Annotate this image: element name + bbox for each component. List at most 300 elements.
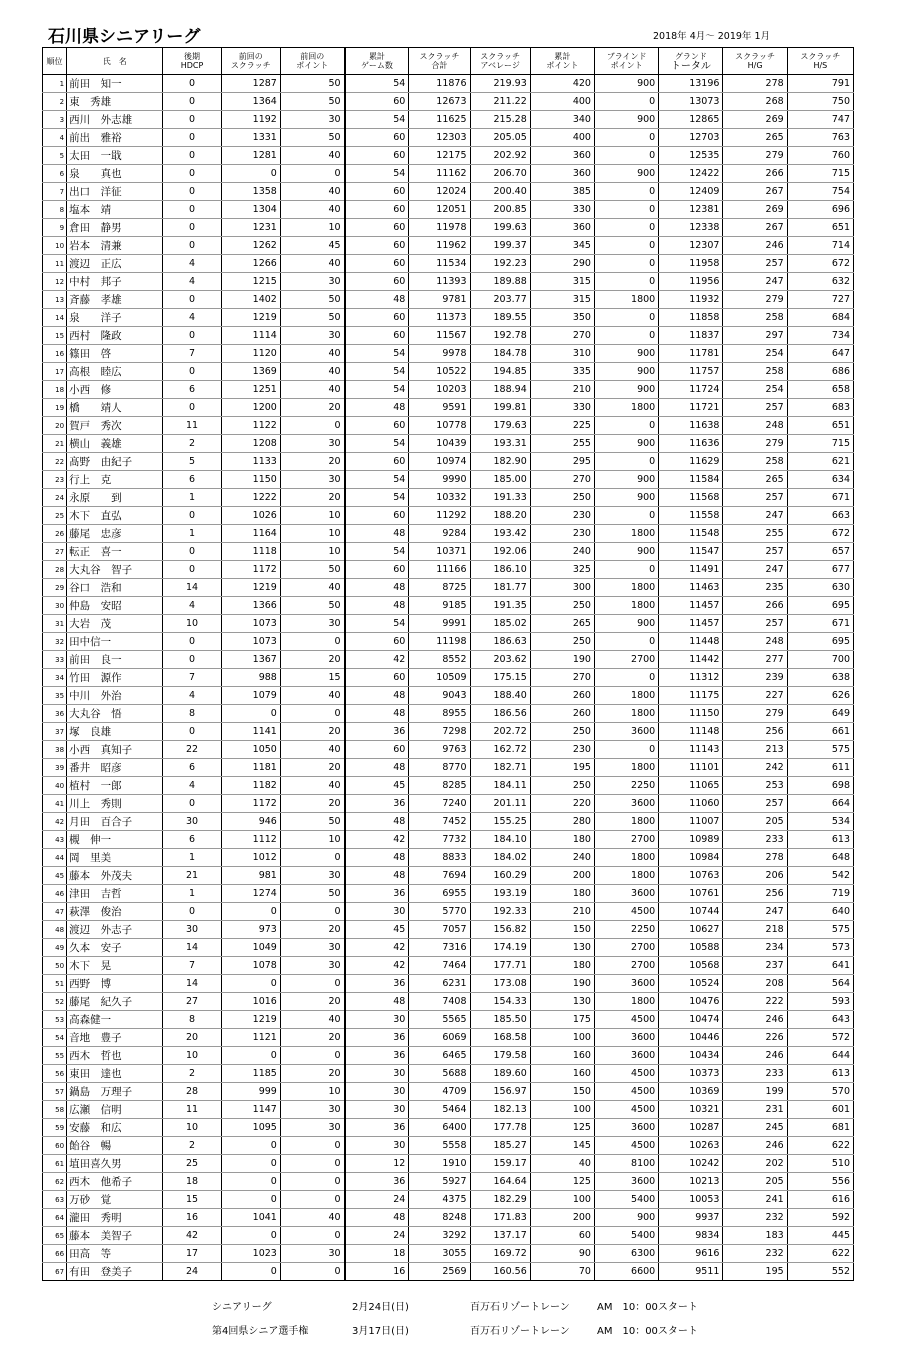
grand-total-cell: 11724	[659, 381, 723, 399]
hdcp-cell: 2	[163, 1137, 221, 1155]
scratch-total-cell: 11978	[409, 219, 470, 237]
high-game-cell: 237	[723, 957, 787, 975]
rank-cell: 45	[43, 867, 67, 885]
hdcp-cell: 4	[163, 255, 221, 273]
prev-scratch-cell: 1023	[221, 1245, 280, 1263]
blind-points-cell: 1800	[594, 579, 658, 597]
games-cell: 36	[345, 1173, 409, 1191]
hdcp-cell: 4	[163, 309, 221, 327]
games-cell: 60	[345, 741, 409, 759]
blind-points-cell: 0	[594, 129, 658, 147]
name-cell: 藤尾 忠彦	[67, 525, 163, 543]
total-points-cell: 150	[530, 1083, 594, 1101]
high-game-cell: 268	[723, 93, 787, 111]
grand-total-cell: 11150	[659, 705, 723, 723]
rank-cell: 64	[43, 1209, 67, 1227]
games-cell: 60	[345, 561, 409, 579]
table-row	[43, 147, 854, 165]
prev-points-cell: 0	[280, 903, 344, 921]
scratch-total-cell: 8770	[409, 759, 470, 777]
total-points-cell: 240	[530, 543, 594, 561]
hdcp-cell: 17	[163, 1245, 221, 1263]
name-cell: 植村 一郎	[67, 777, 163, 795]
total-points-cell: 210	[530, 903, 594, 921]
total-points-cell: 360	[530, 165, 594, 183]
high-game-cell: 257	[723, 489, 787, 507]
scratch-total-cell: 7316	[409, 939, 470, 957]
blind-points-cell: 3600	[594, 1029, 658, 1047]
rank-cell: 11	[43, 255, 67, 273]
hdcp-cell: 2	[163, 1065, 221, 1083]
high-game-cell: 206	[723, 867, 787, 885]
prev-scratch-cell: 1122	[221, 417, 280, 435]
table-row	[43, 939, 854, 957]
high-game-cell: 257	[723, 795, 787, 813]
total-points-cell: 265	[530, 615, 594, 633]
blind-points-cell: 0	[594, 201, 658, 219]
games-cell: 48	[345, 597, 409, 615]
high-game-cell: 279	[723, 705, 787, 723]
scratch-average-cell: 194.85	[470, 363, 530, 381]
high-series-cell: 734	[787, 327, 853, 345]
table-row	[43, 795, 854, 813]
rank-cell: 1	[43, 75, 67, 93]
rank-cell: 3	[43, 111, 67, 129]
blind-points-cell: 0	[594, 669, 658, 687]
grand-total-cell: 10744	[659, 903, 723, 921]
blind-points-cell: 900	[594, 615, 658, 633]
col-scratch-total: スクラッチ 合計	[409, 48, 470, 75]
prev-scratch-cell: 1050	[221, 741, 280, 759]
name-cell: 藤本 美智子	[67, 1227, 163, 1245]
grand-total-cell: 9616	[659, 1245, 723, 1263]
scratch-average-cell: 205.05	[470, 129, 530, 147]
prev-points-cell: 30	[280, 327, 344, 345]
grand-total-cell: 9511	[659, 1263, 723, 1281]
hdcp-cell: 22	[163, 741, 221, 759]
prev-scratch-cell: 1358	[221, 183, 280, 201]
total-points-cell: 180	[530, 831, 594, 849]
high-game-cell: 247	[723, 903, 787, 921]
prev-points-cell: 40	[280, 579, 344, 597]
grand-total-cell: 12338	[659, 219, 723, 237]
blind-points-cell: 1800	[594, 687, 658, 705]
scratch-total-cell: 9591	[409, 399, 470, 417]
grand-total-cell: 10373	[659, 1065, 723, 1083]
grand-total-cell: 11148	[659, 723, 723, 741]
grand-total-cell: 11721	[659, 399, 723, 417]
total-points-cell: 190	[530, 651, 594, 669]
rank-cell: 24	[43, 489, 67, 507]
prev-points-cell: 0	[280, 417, 344, 435]
name-cell: 大丸谷 悟	[67, 705, 163, 723]
high-series-cell: 445	[787, 1227, 853, 1245]
name-cell: 久本 安子	[67, 939, 163, 957]
blind-points-cell: 6300	[594, 1245, 658, 1263]
high-series-cell: 638	[787, 669, 853, 687]
total-points-cell: 230	[530, 525, 594, 543]
high-game-cell: 265	[723, 471, 787, 489]
prev-points-cell: 50	[280, 813, 344, 831]
prev-scratch-cell: 0	[221, 1137, 280, 1155]
prev-scratch-cell: 0	[221, 1191, 280, 1209]
games-cell: 48	[345, 705, 409, 723]
rank-cell: 16	[43, 345, 67, 363]
grand-total-cell: 11781	[659, 345, 723, 363]
scratch-total-cell: 11373	[409, 309, 470, 327]
scratch-total-cell: 11166	[409, 561, 470, 579]
blind-points-cell: 1800	[594, 399, 658, 417]
prev-points-cell: 10	[280, 831, 344, 849]
rank-cell: 52	[43, 993, 67, 1011]
high-game-cell: 234	[723, 939, 787, 957]
total-points-cell: 40	[530, 1155, 594, 1173]
rank-cell: 46	[43, 885, 67, 903]
total-points-cell: 200	[530, 867, 594, 885]
scratch-total-cell: 6465	[409, 1047, 470, 1065]
scratch-total-cell: 9763	[409, 741, 470, 759]
high-game-cell: 242	[723, 759, 787, 777]
blind-points-cell: 900	[594, 345, 658, 363]
table-row	[43, 255, 854, 273]
prev-points-cell: 20	[280, 453, 344, 471]
prev-scratch-cell: 1369	[221, 363, 280, 381]
total-points-cell: 385	[530, 183, 594, 201]
total-points-cell: 360	[530, 147, 594, 165]
scratch-total-cell: 5464	[409, 1101, 470, 1119]
prev-scratch-cell: 1262	[221, 237, 280, 255]
prev-scratch-cell: 0	[221, 1173, 280, 1191]
col-prev-scratch: 前回の スクラッチ	[221, 48, 280, 75]
total-points-cell: 220	[530, 795, 594, 813]
scratch-average-cell: 199.37	[470, 237, 530, 255]
grand-total-cell: 11636	[659, 435, 723, 453]
total-points-cell: 195	[530, 759, 594, 777]
rank-cell: 33	[43, 651, 67, 669]
hdcp-cell: 16	[163, 1209, 221, 1227]
high-series-cell: 663	[787, 507, 853, 525]
hdcp-cell: 25	[163, 1155, 221, 1173]
prev-scratch-cell: 1200	[221, 399, 280, 417]
hdcp-cell: 0	[163, 507, 221, 525]
high-series-cell: 695	[787, 633, 853, 651]
blind-points-cell: 2700	[594, 939, 658, 957]
period-label: 2018年 4月～ 2019年 1月	[653, 31, 771, 42]
name-cell: 高森健一	[67, 1011, 163, 1029]
high-series-cell: 664	[787, 795, 853, 813]
scratch-average-cell: 206.70	[470, 165, 530, 183]
table-row	[43, 1209, 854, 1227]
games-cell: 12	[345, 1155, 409, 1173]
grand-total-cell: 11548	[659, 525, 723, 543]
high-game-cell: 257	[723, 255, 787, 273]
grand-total-cell: 10476	[659, 993, 723, 1011]
high-series-cell: 715	[787, 435, 853, 453]
scratch-total-cell: 11534	[409, 255, 470, 273]
high-series-cell: 661	[787, 723, 853, 741]
prev-scratch-cell: 1185	[221, 1065, 280, 1083]
prev-scratch-cell: 1331	[221, 129, 280, 147]
prev-points-cell: 20	[280, 1029, 344, 1047]
prev-points-cell: 50	[280, 885, 344, 903]
high-game-cell: 255	[723, 525, 787, 543]
games-cell: 54	[345, 111, 409, 129]
high-game-cell: 266	[723, 597, 787, 615]
table-row	[43, 615, 854, 633]
high-series-cell: 630	[787, 579, 853, 597]
grand-total-cell: 11312	[659, 669, 723, 687]
grand-total-cell: 11584	[659, 471, 723, 489]
rank-cell: 58	[43, 1101, 67, 1119]
prev-scratch-cell: 1281	[221, 147, 280, 165]
high-game-cell: 232	[723, 1245, 787, 1263]
hdcp-cell: 1	[163, 525, 221, 543]
scratch-total-cell: 11393	[409, 273, 470, 291]
total-points-cell: 260	[530, 687, 594, 705]
total-points-cell: 160	[530, 1065, 594, 1083]
high-series-cell: 613	[787, 1065, 853, 1083]
high-series-cell: 575	[787, 741, 853, 759]
high-series-cell: 564	[787, 975, 853, 993]
high-series-cell: 570	[787, 1083, 853, 1101]
table-row	[43, 1047, 854, 1065]
col-prev-points: 前回の ポイント	[280, 48, 344, 75]
prev-scratch-cell: 1041	[221, 1209, 280, 1227]
prev-points-cell: 40	[280, 741, 344, 759]
name-cell: 岡 里美	[67, 849, 163, 867]
scratch-total-cell: 11292	[409, 507, 470, 525]
hdcp-cell: 6	[163, 831, 221, 849]
scratch-average-cell: 200.85	[470, 201, 530, 219]
blind-points-cell: 2250	[594, 921, 658, 939]
scratch-total-cell: 11962	[409, 237, 470, 255]
rank-cell: 54	[43, 1029, 67, 1047]
scratch-total-cell: 8248	[409, 1209, 470, 1227]
high-game-cell: 205	[723, 1173, 787, 1191]
scratch-average-cell: 199.63	[470, 219, 530, 237]
scratch-total-cell: 12673	[409, 93, 470, 111]
hdcp-cell: 0	[163, 561, 221, 579]
table-row	[43, 525, 854, 543]
games-cell: 36	[345, 975, 409, 993]
hdcp-cell: 0	[163, 93, 221, 111]
rank-cell: 6	[43, 165, 67, 183]
prev-points-cell: 40	[280, 687, 344, 705]
table-row	[43, 885, 854, 903]
high-series-cell: 640	[787, 903, 853, 921]
high-game-cell: 246	[723, 1047, 787, 1065]
high-game-cell: 222	[723, 993, 787, 1011]
table-row	[43, 507, 854, 525]
table-row	[43, 309, 854, 327]
high-game-cell: 248	[723, 633, 787, 651]
schedule-event: シニアリーグ	[212, 1302, 272, 1313]
table-row	[43, 453, 854, 471]
total-points-cell: 260	[530, 705, 594, 723]
hdcp-cell: 0	[163, 75, 221, 93]
hdcp-cell: 15	[163, 1191, 221, 1209]
hdcp-cell: 1	[163, 489, 221, 507]
grand-total-cell: 10446	[659, 1029, 723, 1047]
schedule-event: 第4回県シニア選手権	[212, 1326, 309, 1337]
name-cell: 萩澤 俊治	[67, 903, 163, 921]
scratch-average-cell: 156.97	[470, 1083, 530, 1101]
total-points-cell: 325	[530, 561, 594, 579]
table-row	[43, 597, 854, 615]
schedule-time: AM 10：00スタート	[597, 1302, 698, 1313]
scratch-average-cell: 184.11	[470, 777, 530, 795]
total-points-cell: 255	[530, 435, 594, 453]
prev-points-cell: 50	[280, 93, 344, 111]
grand-total-cell: 13073	[659, 93, 723, 111]
blind-points-cell: 0	[594, 147, 658, 165]
scratch-average-cell: 192.78	[470, 327, 530, 345]
high-series-cell: 613	[787, 831, 853, 849]
col-high-series: スクラッチ H/S	[787, 48, 853, 75]
name-cell: 渡辺 正広	[67, 255, 163, 273]
grand-total-cell: 11175	[659, 687, 723, 705]
blind-points-cell: 3600	[594, 975, 658, 993]
scratch-total-cell: 10203	[409, 381, 470, 399]
scratch-total-cell: 10509	[409, 669, 470, 687]
high-series-cell: 622	[787, 1245, 853, 1263]
high-series-cell: 632	[787, 273, 853, 291]
rank-cell: 48	[43, 921, 67, 939]
blind-points-cell: 1800	[594, 849, 658, 867]
hdcp-cell: 21	[163, 867, 221, 885]
blind-points-cell: 1800	[594, 597, 658, 615]
prev-points-cell: 50	[280, 597, 344, 615]
games-cell: 36	[345, 1029, 409, 1047]
high-game-cell: 246	[723, 1137, 787, 1155]
prev-points-cell: 50	[280, 129, 344, 147]
name-cell: 仲島 安昭	[67, 597, 163, 615]
name-cell: 安藤 和広	[67, 1119, 163, 1137]
total-points-cell: 90	[530, 1245, 594, 1263]
prev-points-cell: 20	[280, 759, 344, 777]
blind-points-cell: 900	[594, 363, 658, 381]
high-series-cell: 658	[787, 381, 853, 399]
hdcp-cell: 0	[163, 795, 221, 813]
games-cell: 30	[345, 1011, 409, 1029]
high-game-cell: 278	[723, 75, 787, 93]
table-row	[43, 687, 854, 705]
scratch-average-cell: 184.10	[470, 831, 530, 849]
high-game-cell: 269	[723, 201, 787, 219]
grand-total-cell: 11101	[659, 759, 723, 777]
games-cell: 60	[345, 255, 409, 273]
name-cell: 音地 豊子	[67, 1029, 163, 1047]
rank-cell: 59	[43, 1119, 67, 1137]
grand-total-cell: 11442	[659, 651, 723, 669]
total-points-cell: 315	[530, 291, 594, 309]
prev-points-cell: 50	[280, 561, 344, 579]
col-hdcp: 後期 HDCP	[163, 48, 221, 75]
prev-scratch-cell: 988	[221, 669, 280, 687]
table-row	[43, 1029, 854, 1047]
col-blind-points: ブラインド ポイント	[594, 48, 658, 75]
prev-scratch-cell: 0	[221, 1047, 280, 1065]
rank-cell: 28	[43, 561, 67, 579]
table-row	[43, 183, 854, 201]
rank-cell: 10	[43, 237, 67, 255]
hdcp-cell: 7	[163, 345, 221, 363]
scratch-average-cell: 160.29	[470, 867, 530, 885]
name-cell: 塚 良雄	[67, 723, 163, 741]
hdcp-cell: 30	[163, 813, 221, 831]
hdcp-cell: 5	[163, 453, 221, 471]
total-points-cell: 330	[530, 399, 594, 417]
prev-scratch-cell: 1219	[221, 579, 280, 597]
prev-points-cell: 20	[280, 723, 344, 741]
total-points-cell: 125	[530, 1173, 594, 1191]
blind-points-cell: 0	[594, 327, 658, 345]
grand-total-cell: 11568	[659, 489, 723, 507]
name-cell: 渡辺 外志子	[67, 921, 163, 939]
name-cell: 篠田 啓	[67, 345, 163, 363]
rank-cell: 14	[43, 309, 67, 327]
games-cell: 48	[345, 993, 409, 1011]
scratch-total-cell: 11876	[409, 75, 470, 93]
grand-total-cell: 10242	[659, 1155, 723, 1173]
games-cell: 30	[345, 1137, 409, 1155]
high-series-cell: 556	[787, 1173, 853, 1191]
name-cell: 転正 喜一	[67, 543, 163, 561]
table-row	[43, 1065, 854, 1083]
scratch-total-cell: 7464	[409, 957, 470, 975]
scratch-total-cell: 4375	[409, 1191, 470, 1209]
schedule-venue: 百万石リゾートレーン	[470, 1302, 570, 1313]
rank-cell: 31	[43, 615, 67, 633]
scratch-total-cell: 7732	[409, 831, 470, 849]
table-row	[43, 903, 854, 921]
prev-points-cell: 10	[280, 219, 344, 237]
prev-points-cell: 20	[280, 993, 344, 1011]
high-game-cell: 241	[723, 1191, 787, 1209]
table-row	[43, 831, 854, 849]
high-game-cell: 279	[723, 435, 787, 453]
games-cell: 54	[345, 345, 409, 363]
high-series-cell: 622	[787, 1137, 853, 1155]
hdcp-cell: 0	[163, 201, 221, 219]
rank-cell: 62	[43, 1173, 67, 1191]
high-game-cell: 218	[723, 921, 787, 939]
scratch-average-cell: 174.19	[470, 939, 530, 957]
scratch-average-cell: 191.35	[470, 597, 530, 615]
scratch-average-cell: 177.71	[470, 957, 530, 975]
scratch-total-cell: 6400	[409, 1119, 470, 1137]
total-points-cell: 250	[530, 597, 594, 615]
grand-total-cell: 10984	[659, 849, 723, 867]
blind-points-cell: 0	[594, 273, 658, 291]
scratch-total-cell: 9991	[409, 615, 470, 633]
games-cell: 60	[345, 93, 409, 111]
scratch-total-cell: 10439	[409, 435, 470, 453]
prev-scratch-cell: 1366	[221, 597, 280, 615]
scratch-average-cell: 189.55	[470, 309, 530, 327]
scratch-average-cell: 154.33	[470, 993, 530, 1011]
total-points-cell: 230	[530, 507, 594, 525]
name-cell: 瀧田 秀明	[67, 1209, 163, 1227]
grand-total-cell: 11143	[659, 741, 723, 759]
prev-points-cell: 30	[280, 435, 344, 453]
schedule-time: AM 10：00スタート	[597, 1326, 698, 1337]
games-cell: 54	[345, 363, 409, 381]
hdcp-cell: 0	[163, 111, 221, 129]
blind-points-cell: 2250	[594, 777, 658, 795]
scratch-total-cell: 6955	[409, 885, 470, 903]
col-total-points: 累計 ポイント	[530, 48, 594, 75]
